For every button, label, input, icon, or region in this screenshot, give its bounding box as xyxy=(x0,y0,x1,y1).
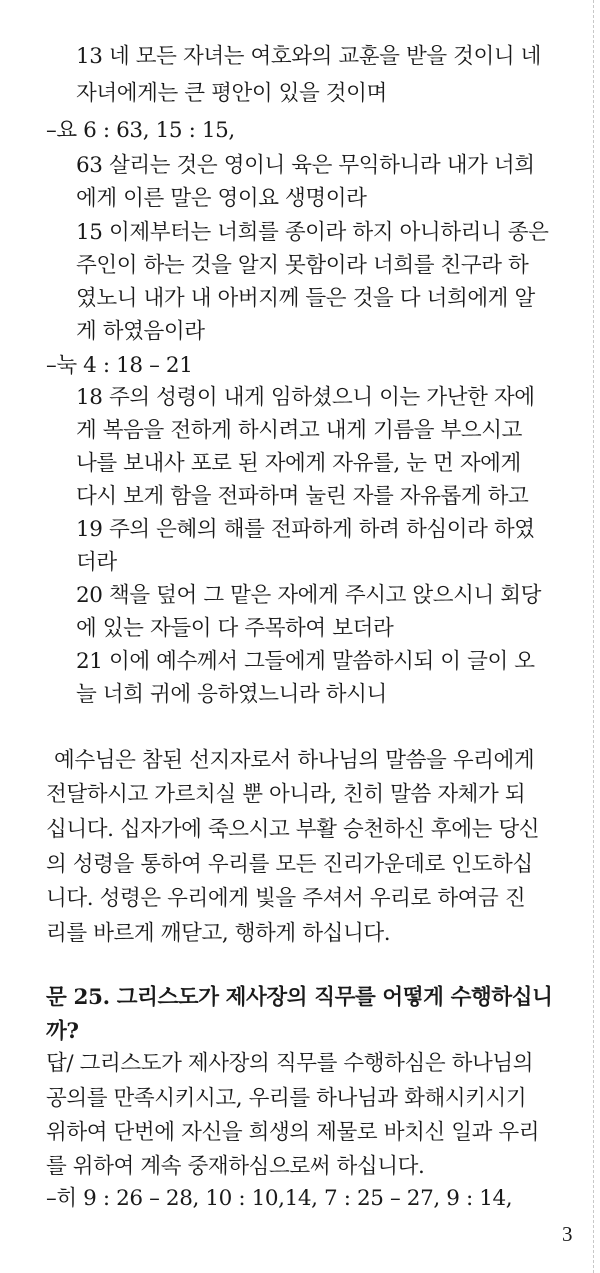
question-heading: 까? xyxy=(46,1019,79,1044)
verse-line: 게 복음을 전하게 하시려고 내게 기름을 부으시고 xyxy=(76,418,522,443)
verse-line: 18 주의 성령이 내게 임하셨으니 이는 가난한 자에 xyxy=(76,385,535,410)
commentary-line: 전달하시고 가르치실 뿐 아니라, 친히 말씀 자체가 되 xyxy=(46,782,526,807)
commentary-line: 십니다. 십자가에 죽으시고 부활 승천하신 후에는 당신 xyxy=(46,817,540,842)
verse-line: 다시 보게 함을 전파하며 눌린 자를 자유롭게 하고 xyxy=(76,484,529,509)
commentary-line: 니다. 성령은 우리에게 빛을 주셔서 우리로 하여금 진 xyxy=(46,886,526,911)
verse-line: 나를 보내사 포로 된 자에게 자유를, 눈 먼 자에게 xyxy=(76,451,521,476)
verse-line: 63 살리는 것은 영이니 육은 무익하니라 내가 너희 xyxy=(76,153,535,178)
verse-line: 였노니 내가 내 아버지께 들은 것을 다 너희에게 알 xyxy=(76,286,535,311)
answer-line: 공의를 만족시키시고, 우리를 하나님과 화해시키시기 xyxy=(46,1086,527,1111)
scripture-reference: –히 9 : 26 – 28, 10 : 10,14, 7 : 25 – 27, 9 : 14, xyxy=(46,1186,513,1211)
verse-line: 에 있는 자들이 다 주목하여 보더라 xyxy=(76,616,394,641)
answer-line: 답/ 그리스도가 제사장의 직무를 수행하심은 하나님의 xyxy=(46,1051,534,1076)
answer-line: 위하여 단번에 자신을 희생의 제물로 바치신 일과 우리 xyxy=(46,1120,540,1145)
scripture-reference: –눅 4 : 18 – 21 xyxy=(46,353,193,378)
commentary-line: 리를 바르게 깨닫고, 행하게 하십니다. xyxy=(46,921,391,946)
answer-line: 를 위하여 계속 중재하심으로써 하십니다. xyxy=(46,1154,425,1179)
verse-line: 자녀에게는 큰 평안이 있을 것이며 xyxy=(76,81,387,106)
verse-line: 에게 이른 말은 영이요 생명이라 xyxy=(76,186,367,211)
verse-line: 20 책을 덮어 그 맡은 자에게 주시고 앉으시니 회당 xyxy=(76,583,542,608)
scripture-reference: –요 6 : 63, 15 : 15, xyxy=(46,118,235,143)
verse-line: 15 이제부터는 너희를 종이라 하지 아니하리니 종은 xyxy=(76,220,549,245)
verse-line: 21 이에 예수께서 그들에게 말씀하시되 이 글이 오 xyxy=(76,649,535,674)
verse-line: 게 하였음이라 xyxy=(76,319,205,344)
commentary-line: 예수님은 참된 선지자로서 하나님의 말씀을 우리에게 xyxy=(54,748,535,773)
verse-line: 13 네 모든 자녀는 여호와의 교훈을 받을 것이니 네 xyxy=(76,44,542,69)
verse-line: 주인이 하는 것을 알지 못함이라 너희를 친구라 하 xyxy=(76,253,529,278)
commentary-line: 의 성령을 통하여 우리를 모든 진리가운데로 인도하십 xyxy=(46,852,533,877)
verse-line: 19 주의 은혜의 해를 전파하게 하려 하심이라 하였 xyxy=(76,517,535,542)
question-heading: 문 25. 그리스도가 제사장의 직무를 어떻게 수행하십니 xyxy=(46,985,553,1010)
verse-line: 늘 너희 귀에 응하였느니라 하시니 xyxy=(76,682,387,707)
page-edge-line xyxy=(593,0,600,1273)
verse-line: 더라 xyxy=(76,550,117,575)
page-number: 3 xyxy=(562,1222,573,1246)
